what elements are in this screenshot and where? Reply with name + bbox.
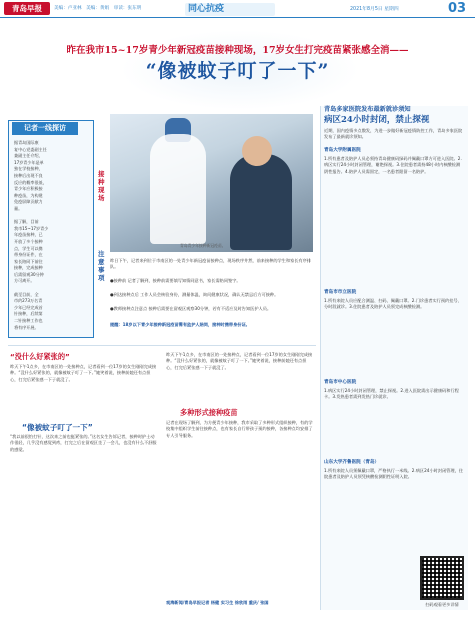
sidebar-line: 接种，完成接种	[14, 265, 43, 271]
page-number: 03	[448, 1, 467, 16]
sidebar-line: 开放了多个接种	[14, 238, 43, 244]
hospital-name-2: 青岛市市立医院	[324, 290, 357, 295]
column-title: 同心抗疫	[188, 4, 225, 14]
newspaper-logo: 青岛早报	[4, 2, 50, 15]
editors-line: 美编：卢亚林 美编：黄娟 审读：张东明	[54, 6, 142, 11]
bullet-before-vaccination: ●接种前 记者了解到，接种前需要填写知情同意书，家长需陪同签字。	[110, 278, 241, 283]
notice-intro: 近期，国内疫情多点散发，为进一步做好新冠疫情防控工作，青岛多家医院发布了最新就诊须知。	[324, 128, 463, 140]
sidebar-line: 据了解，目前	[14, 219, 39, 225]
vertical-tag-site: 接种现场	[98, 170, 105, 202]
vertical-tag-notice: 注意事项	[98, 250, 105, 282]
sidebar-line: 独在学校接种，	[14, 166, 43, 172]
sidebar-line: 截至目前，全	[14, 291, 39, 297]
bullet-observation: ●教师接种点注意点 接种后需要在留观区观察30分钟，若有不适应及时告知医护人员。	[110, 306, 272, 311]
sidebar-line: 兼副主任介绍，	[14, 153, 43, 159]
sidebar-line: 点，学生可以携	[14, 245, 43, 251]
photo-figure-student	[230, 154, 292, 250]
headline-main: “像被蚊子叮了一下”	[145, 60, 330, 82]
sidebar-line: 青少年应积极接	[14, 186, 43, 192]
sidebar-line: 家长陪同下前往	[14, 258, 43, 264]
sidebar-line: 种疫苗，为构建	[14, 192, 43, 198]
notice-title: 病区24小时封闭，禁止探视	[324, 115, 430, 125]
intro-paragraph: 昨日下午，记者来到位于市南区的一处青少年新冠疫苗接种点，现场秩序井然，前来接种的学生和家长有序排队。	[110, 258, 312, 270]
sidebar-line: 二针接种工作也	[14, 318, 43, 324]
sidebar-line: 针接种，后续第	[14, 311, 43, 317]
section-body-nervous: 昨天下午1点多，在市南区的一处接种点，记者看到一位17岁的女生刚刚完成接种。“没什么好紧张的，就像被蚊子叮了一下。”她笑着说，接种前她还有点担心，打完后紧张感一下子就没了。	[10, 364, 157, 382]
sidebar-line: 量。	[14, 205, 23, 211]
section-body-mosquito: “我以前很怕打针，这次来之前也挺紧张的。”这名女生告诉记者，接种时护士动作很轻，几乎没有感觉到疼，打完之后在留观区坐了一会儿，也没有什么不舒服的感觉。	[10, 434, 157, 452]
photo-figure-head	[242, 136, 272, 166]
sidebar-line: 后需留观30分钟	[14, 271, 44, 277]
qr-code[interactable]	[420, 556, 464, 600]
sidebar-text	[14, 140, 90, 331]
qr-caption: 扫码观看更多详情	[425, 602, 459, 607]
hospital-rules-3: 1.病区实行24小时封闭管理，禁止探视。2.进入医院需出示健康码和行程卡。3.发热患者需到发热门诊就诊。	[324, 388, 459, 400]
section-divider	[8, 345, 316, 346]
hospital-name-4: 山东大学齐鲁医院（青岛）	[324, 460, 380, 465]
bullet-at-site: ●到达接种点后 工作人员会核验身份，测量体温，询问健康状况，确认无禁忌后方可接种。	[110, 292, 279, 297]
sidebar-line: 方可离开。	[14, 278, 35, 284]
hospital-name-1: 青岛大学附属医院	[324, 148, 361, 153]
notice-kicker: 青岛多家医院发布最新就诊须知	[324, 106, 411, 113]
photo-caption: 青岛青少年接种新冠疫苗。	[180, 243, 226, 248]
sidebar-line: 带身份证件，在	[14, 252, 43, 258]
reminder-note: 提醒：18岁以下青少年接种新冠疫苗需有监护人陪同，接种时携带身份证。	[110, 322, 250, 327]
sidebar-line	[14, 285, 90, 292]
vaccination-photo	[110, 114, 313, 252]
sidebar-line: 少年已经完成首	[14, 304, 43, 310]
sidebar-line: 市约273万名青	[14, 298, 43, 304]
sidebar-line: 年疫苗接种，已	[14, 232, 43, 238]
sidebar-line: 接种后出现不良	[14, 172, 43, 178]
sidebar-line: 据青岛国际康	[14, 140, 39, 145]
sidebar-title: 记者一线探访	[12, 122, 78, 135]
section-heading-forms: 多种形式接种疫苗	[180, 408, 238, 417]
hospital-rules-4: 1.所有来院人员须佩戴口罩，严格执行一米线。2.病区24小时封闭管理，住院患者及陪护人员须凭核酸检测阴性证明入院。	[324, 468, 463, 480]
hospital-name-3: 青岛市中心医院	[324, 380, 357, 385]
section-heading-nervous: “没什么好紧张的”	[10, 352, 70, 361]
sidebar-line: 复中心党委副主任	[14, 146, 47, 152]
sidebar-line: 将有序开展。	[14, 324, 39, 330]
sidebar-line: 反应的概率很低，	[14, 179, 47, 185]
issue-date: 2021年8月5日 星期四	[350, 7, 399, 12]
headline-kicker: 昨在我市15~17岁青少年新冠疫苗接种现场，17岁女生打完疫苗紧张感全消——	[66, 45, 409, 56]
hospital-notice-panel	[320, 106, 468, 610]
byline: 观海新闻/青岛早报记者 杨健 实习生 徐欣雨 重庆/ 张国	[166, 600, 269, 605]
section-body-forms: 记者在现场了解到，为方便青少年接种，我市采取了多种形式组织接种，有的学校集中组织学生前往接种点，也有家长自行带孩子预约接种，各接种点均安排了专人引导服务。	[166, 420, 313, 438]
hospital-rules-1: 1.所有患者及陪护人员必须持青岛健康码绿码并佩戴口罩方可进入医院。2.病区实行24小时封闭管理，谢绝探视。3.住院患者需持48小时内核酸检测阴性报告。4.陪护人员需固定，一名患者限留一名陪护。	[324, 156, 462, 174]
sidebar-line: 免疫屏障贡献力	[14, 199, 43, 205]
section-heading-mosquito: “像被蚊子叮了一下”	[22, 423, 93, 432]
sidebar-line: 我市15~17岁青少	[14, 225, 49, 231]
hospital-rules-2: 1.所有来院人员应配合测温、扫码、佩戴口罩。2.门诊患者实行预约挂号、分时段就诊。3.住院患者及陪护人员须完成核酸检测。	[324, 298, 462, 310]
section-body-continued: 昨天下午1点多，在市南区的一处接种点，记者看到一位17岁的女生刚刚完成接种。“没什么好紧张的，就像被蚊子叮了一下。”她笑着说，接种前她还有点担心，打完后紧张感一下子就没了。	[166, 352, 313, 370]
photo-figure-nurse	[150, 134, 206, 244]
sidebar-line: 17岁青少年是单	[14, 159, 44, 165]
